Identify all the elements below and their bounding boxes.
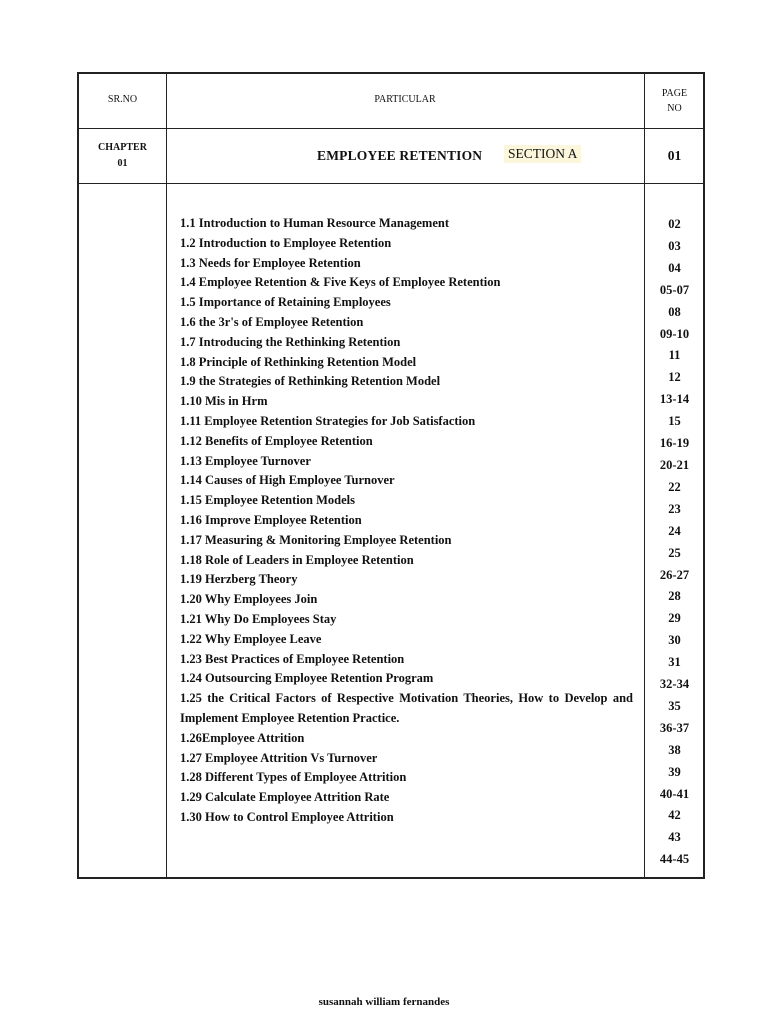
header-srno: SR.NO	[107, 94, 138, 105]
header-page-line2: NO	[667, 103, 682, 114]
toc-page-number: 31	[668, 655, 681, 670]
toc-entry: 1.3 Needs for Employee Retention	[180, 255, 361, 270]
toc-entry: 1.25 the Critical Factors of Respective Motivation Theories, How to Develop and Implement Employee Retention Practice.	[180, 691, 633, 725]
toc-entry: 1.9 the Strategies of Rethinking Retention Model	[180, 374, 441, 389]
toc-entry: 1.29 Calculate Employee Attrition Rate	[180, 790, 390, 805]
chapter-page: 01	[667, 148, 682, 163]
entry-list	[180, 214, 633, 828]
toc-entry: 1.27 Employee Attrition Vs Turnover	[180, 750, 378, 765]
toc-page-number: 11	[668, 348, 681, 363]
toc-entry: 1.23 Best Practices of Employee Retention	[180, 651, 405, 666]
chapter-title: EMPLOYEE RETENTION	[317, 148, 483, 163]
toc-page-number: 38	[668, 742, 681, 757]
toc-entry: 1.17 Measuring & Monitoring Employee Retention	[180, 532, 452, 547]
toc-entry: 1.22 Why Employee Leave	[180, 631, 322, 646]
toc-entry: 1.8 Principle of Rethinking Retention Model	[180, 354, 417, 369]
toc-entry: 1.10 Mis in Hrm	[180, 394, 268, 409]
toc-entry: 1.30 How to Control Employee Attrition	[180, 809, 394, 824]
page-number-list	[644, 214, 705, 871]
header-particular: PARTICULAR	[374, 94, 436, 105]
toc-page-number: 24	[668, 523, 681, 538]
toc-page-number: 43	[668, 830, 681, 845]
toc-page-number: 09-10	[659, 326, 690, 341]
toc-page-number: 04	[668, 260, 681, 275]
toc-entry: 1.16 Improve Employee Retention	[180, 512, 362, 527]
toc-page-number: 22	[668, 479, 681, 494]
toc-page-number: 29	[668, 611, 681, 626]
toc-entry: 1.20 Why Employees Join	[180, 592, 318, 607]
chapter-label	[79, 140, 166, 172]
toc-entry: 1.14 Causes of High Employee Turnover	[180, 473, 395, 488]
toc-entry: 1.26Employee Attrition	[180, 730, 305, 745]
toc-entry: 1.6 the 3r's of Employee Retention	[180, 314, 364, 329]
toc-entry: 1.19 Herzberg Theory	[180, 572, 298, 587]
toc-page-number: 42	[668, 808, 681, 823]
toc-page-number: 12	[668, 370, 681, 385]
toc-entry: 1.15 Employee Retention Models	[180, 493, 355, 508]
toc-page-number: 03	[668, 238, 681, 253]
toc-page-number: 32-34	[659, 677, 690, 692]
chapter-number: 01	[117, 158, 128, 169]
toc-page-number: 35	[668, 698, 681, 713]
toc-page-number: 20-21	[659, 457, 690, 472]
toc-page-number: 26-27	[659, 567, 690, 582]
toc-entry: 1.18 Role of Leaders in Employee Retention	[180, 552, 414, 567]
toc-entry: 1.1 Introduction to Human Resource Management	[180, 216, 449, 230]
toc-page-number: 02	[668, 217, 681, 231]
toc-entry: 1.5 Importance of Retaining Employees	[180, 295, 391, 310]
chapter-label-line1: CHAPTER	[98, 142, 147, 153]
table-of-contents	[77, 72, 705, 879]
toc-page-number: 08	[668, 304, 681, 319]
row-divider	[79, 183, 703, 184]
toc-entry: 1.4 Employee Retention & Five Keys of Employee Retention	[180, 275, 501, 290]
toc-page-number: 05-07	[659, 282, 690, 297]
toc-page-number: 44-45	[659, 852, 690, 867]
row-divider	[79, 128, 703, 129]
toc-entry: 1.2 Introduction to Employee Retention	[180, 235, 392, 250]
toc-page-number: 16-19	[659, 436, 690, 451]
header-page-line1: PAGE	[661, 88, 688, 99]
toc-page-number: 39	[668, 764, 681, 779]
toc-page-number: 30	[668, 633, 681, 648]
section-badge: SECTION A	[504, 145, 581, 163]
toc-page-number: 40-41	[659, 786, 690, 801]
toc-entry: 1.11 Employee Retention Strategies for Job Satisfaction	[180, 413, 476, 428]
toc-page-number: 28	[668, 589, 681, 604]
header-page-no	[644, 86, 705, 116]
toc-entry: 1.13 Employee Turnover	[180, 453, 311, 468]
toc-page-number: 13-14	[659, 392, 690, 407]
footer-author: susannah william fernandes	[318, 996, 450, 1008]
toc-page-number: 23	[668, 501, 681, 516]
toc-entry: 1.7 Introducing the Rethinking Retention	[180, 334, 401, 349]
toc-page-number: 25	[668, 545, 681, 560]
toc-entry: 1.24 Outsourcing Employee Retention Program	[180, 671, 434, 686]
column-divider	[166, 74, 167, 877]
toc-entry: 1.28 Different Types of Employee Attrition	[180, 770, 407, 785]
toc-entry: 1.21 Why Do Employees Stay	[180, 611, 337, 626]
toc-page-number: 36-37	[659, 720, 690, 735]
toc-page-number: 15	[668, 414, 681, 429]
toc-entry: 1.12 Benefits of Employee Retention	[180, 433, 373, 448]
